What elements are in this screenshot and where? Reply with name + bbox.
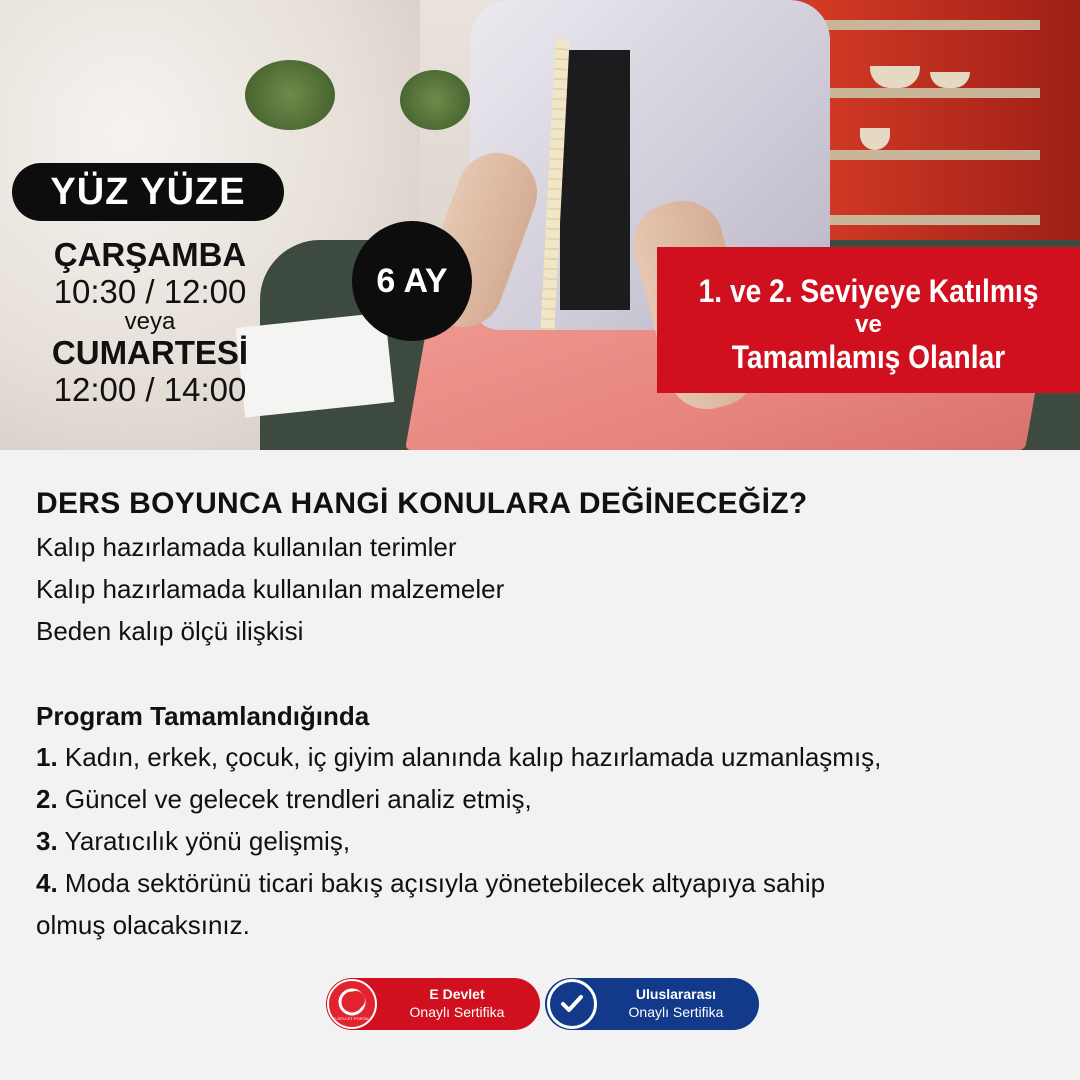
- schedule-or: veya: [124, 308, 176, 335]
- schedule-day: ÇARŞAMBA: [53, 236, 247, 273]
- outcome-item: [36, 862, 1056, 904]
- outcome-text: Kadın, erkek, çocuk, iç giyim alanında kalıp hazırlamada uzmanlaşmış,: [57, 742, 882, 772]
- certificate-badges: [326, 978, 760, 1034]
- schedule: [20, 236, 280, 408]
- schedule-day: CUMARTESİ: [51, 334, 249, 371]
- requirement-line: 1. ve 2. Seviyeye Katılmış: [698, 273, 1039, 309]
- international-certificate-badge: [545, 978, 759, 1030]
- outcome-continuation: olmuş olacaksınız.: [36, 910, 250, 940]
- outcome-number: 4.: [36, 868, 58, 898]
- topic-item: Kalıp hazırlamada kullanılan terimler: [36, 532, 457, 562]
- topic-item: Kalıp hazırlamada kullanılan malzemeler: [36, 574, 505, 604]
- outcome-number: 2.: [36, 784, 58, 814]
- requirement-line: ve: [855, 311, 882, 338]
- badge-subtitle: Onaylı Sertifika: [409, 1004, 505, 1020]
- duration-badge: 6 AY: [352, 221, 472, 341]
- e-devlet-logo-svg: [332, 984, 372, 1024]
- tailor-top: [560, 50, 630, 310]
- outcome-text: Güncel ve gelecek trendleri analiz etmiş,: [57, 784, 532, 814]
- outcome-text: Moda sektörünü ticari bakış açısıyla yönetebilecek altyapıya sahip: [57, 868, 826, 898]
- e-devlet-logo-text: E-DEVLET PORTALI: [333, 1016, 371, 1021]
- e-devlet-logo-icon: [327, 979, 377, 1029]
- outcome-item: [36, 820, 1056, 862]
- badge-title: Uluslararası: [635, 986, 717, 1002]
- outcome-item: [36, 736, 1056, 778]
- badge-title: E Devlet: [429, 986, 485, 1002]
- outcome-number: 3.: [36, 826, 58, 856]
- hero-photo: [0, 0, 1080, 450]
- outcome-number: 1.: [36, 742, 58, 772]
- requirement-line: Tamamlamış Olanlar: [731, 339, 1006, 375]
- schedule-time: 10:30 / 12:00: [53, 273, 247, 310]
- checkmark-svg: [558, 990, 586, 1018]
- plant: [245, 60, 335, 130]
- format-badge: YÜZ YÜZE: [12, 163, 284, 221]
- outcomes-heading: Program Tamamlandığında: [36, 701, 370, 731]
- edevlet-certificate-badge: [326, 978, 540, 1030]
- plant: [400, 70, 470, 130]
- outcome-item: [36, 778, 1056, 820]
- outcome-text: Yaratıcılık yönü gelişmiş,: [57, 826, 351, 856]
- topics-heading: DERS BOYUNCA HANGİ KONULARA DEĞİNECEĞİZ?: [36, 487, 808, 520]
- topic-item: Beden kalıp ölçü ilişkisi: [36, 616, 304, 646]
- checkmark-icon: [547, 979, 597, 1029]
- badge-subtitle: Onaylı Sertifika: [628, 1004, 724, 1020]
- course-content: [36, 482, 1056, 946]
- schedule-time: 12:00 / 14:00: [53, 371, 247, 408]
- requirement-banner: [657, 247, 1080, 393]
